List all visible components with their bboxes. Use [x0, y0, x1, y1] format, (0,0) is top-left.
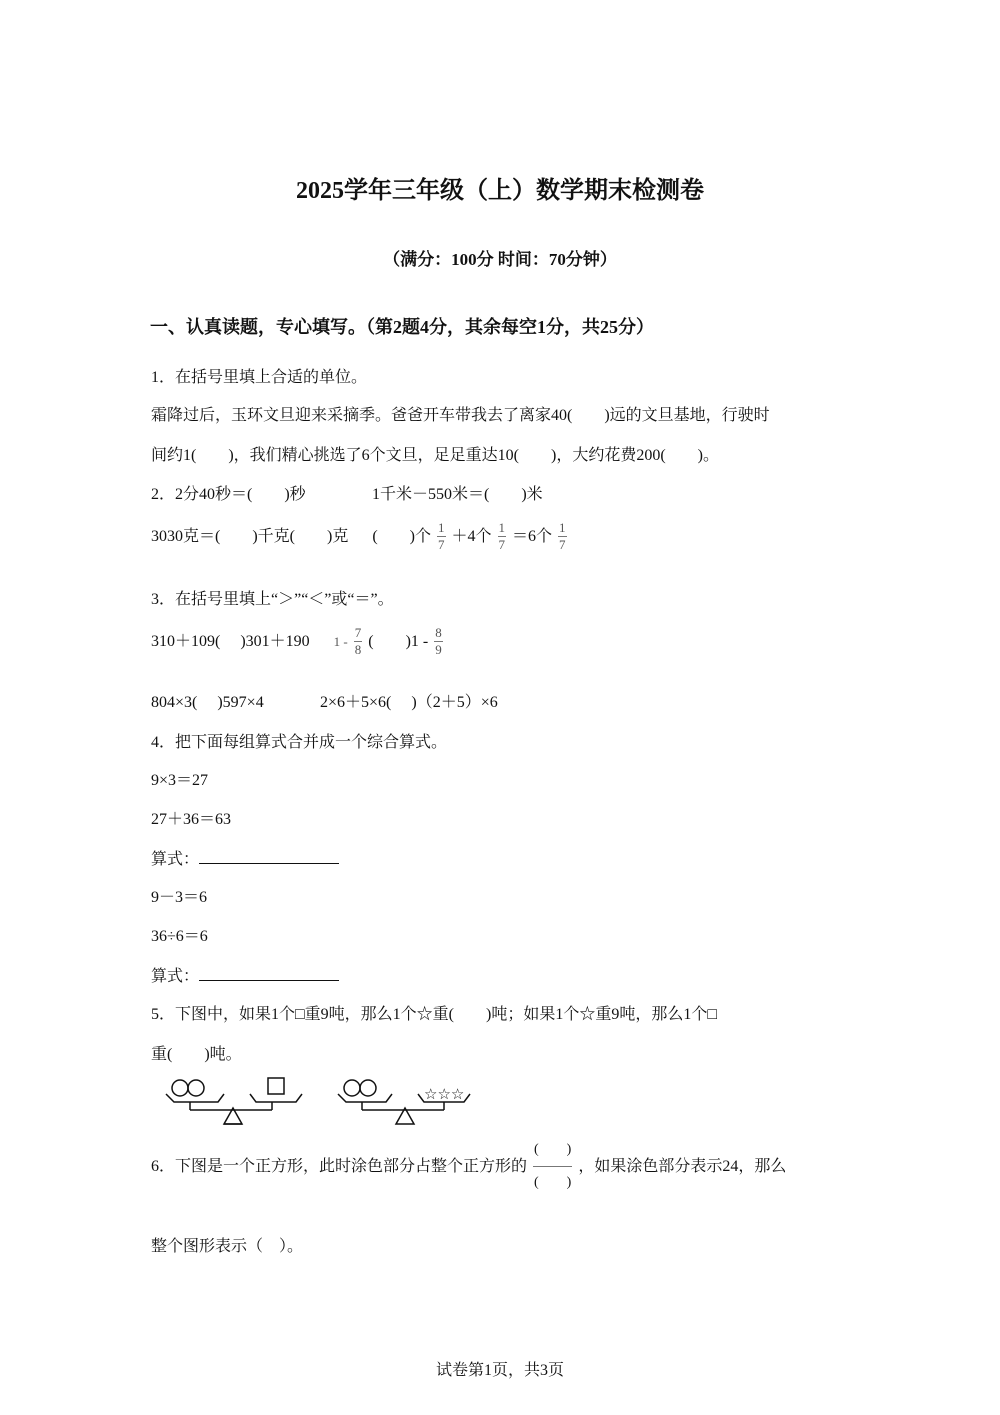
balance-scale-1 [166, 1078, 302, 1124]
q4-answer-1 [151, 849, 339, 870]
q2-d-mid2: ＝6个 [512, 527, 553, 545]
circle-weight [344, 1080, 360, 1096]
q2-c: 3030克＝( )千克( )克 [151, 527, 349, 545]
q3-c: 804×3( )597×4 [151, 694, 264, 711]
q4-g1a: 9×3＝27 [151, 772, 209, 789]
answer-label: 算式： [151, 968, 200, 985]
q6-line1 [151, 1142, 786, 1191]
fraction-7-8: $\frac{7}{8}$ [354, 625, 362, 657]
q2-row2 [151, 520, 569, 553]
q4-g1b: 27＋36＝63 [151, 811, 232, 828]
q6-fraction-blank[interactable]: $\frac{( )}{( )}$ [534, 1142, 572, 1190]
q1-stem: 1．在括号里填上合适的单位。 [151, 369, 368, 386]
answer-blank-1[interactable] [199, 849, 339, 864]
q5-line2: 重( )吨。 [151, 1046, 242, 1063]
q4-answer-2 [151, 966, 339, 987]
fraction-1-7: $\frac{1}{7}$ [438, 520, 445, 552]
q2-b: 1千米－550米＝( )米 [372, 486, 543, 503]
q2-a: 2．2分40秒＝( )秒 [151, 486, 306, 503]
fraction-1-7: $\frac{1}{7}$ [559, 520, 566, 552]
fraction-1-7: $\frac{1}{7}$ [498, 520, 506, 552]
q4-g2a: 9－3＝6 [151, 889, 208, 906]
q3-a: 310＋109( )301＋190 [151, 632, 310, 650]
q3-b-pre: 1 - [333, 633, 348, 649]
circle-weight [188, 1080, 204, 1096]
q3-d: 2×6＋5×6( )（2＋5）×6 [320, 694, 498, 711]
q2-d-mid1: ＋4个 [451, 527, 492, 545]
fraction-8-9: $\frac{8}{9}$ [435, 625, 442, 657]
page-subtitle: （满分：100分 时间：70分钟） [383, 250, 617, 269]
q3-stem: 3．在括号里填上“＞”“＜”或“＝”。 [151, 591, 394, 608]
circle-weight [172, 1080, 188, 1096]
q3-row1 [151, 625, 445, 658]
answer-blank-2[interactable] [199, 966, 339, 981]
section-1-heading: 一、认真读题，专心填写。（第2题4分，其余每空1分，共25分） [150, 317, 654, 337]
page-footer: 试卷第1页，共3页 [435, 1362, 564, 1379]
q6-post: ，如果涂色部分表示24，那么 [578, 1157, 787, 1175]
q5-line1: 5．下图中，如果1个□重9吨，那么1个☆重( )吨；如果1个☆重9吨，那么1个□ [151, 1006, 717, 1023]
answer-label: 算式： [151, 851, 200, 868]
q4-g2b: 36÷6＝6 [151, 928, 208, 945]
page-title: 2025学年三年级（上）数学期末检测卷 [296, 178, 704, 204]
q1-line1: 霜降过后，玉环文旦迎来采摘季。爸爸开车带我去了离家40( )远的文旦基地，行驶时 [151, 407, 770, 424]
q4-stem: 4．把下面每组算式合并成一个综合算式。 [151, 734, 448, 751]
circle-weight [360, 1080, 376, 1096]
q2-d-pre: ( )个 [372, 527, 431, 545]
q6-line2: 整个图形表示（ ）。 [151, 1238, 304, 1255]
balance-scales-figure [160, 1072, 480, 1128]
square-weight [268, 1078, 284, 1094]
q6-pre: 6．下图是一个正方形，此时涂色部分占整个正方形的 [151, 1157, 528, 1175]
star-weights: ☆☆☆ [424, 1085, 465, 1103]
q1-line2: 间约1( )，我们精心挑选了6个文旦，足足重达10( )，大约花费200( )。 [151, 447, 719, 464]
q3-b-mid: ( )1 - [368, 632, 429, 650]
